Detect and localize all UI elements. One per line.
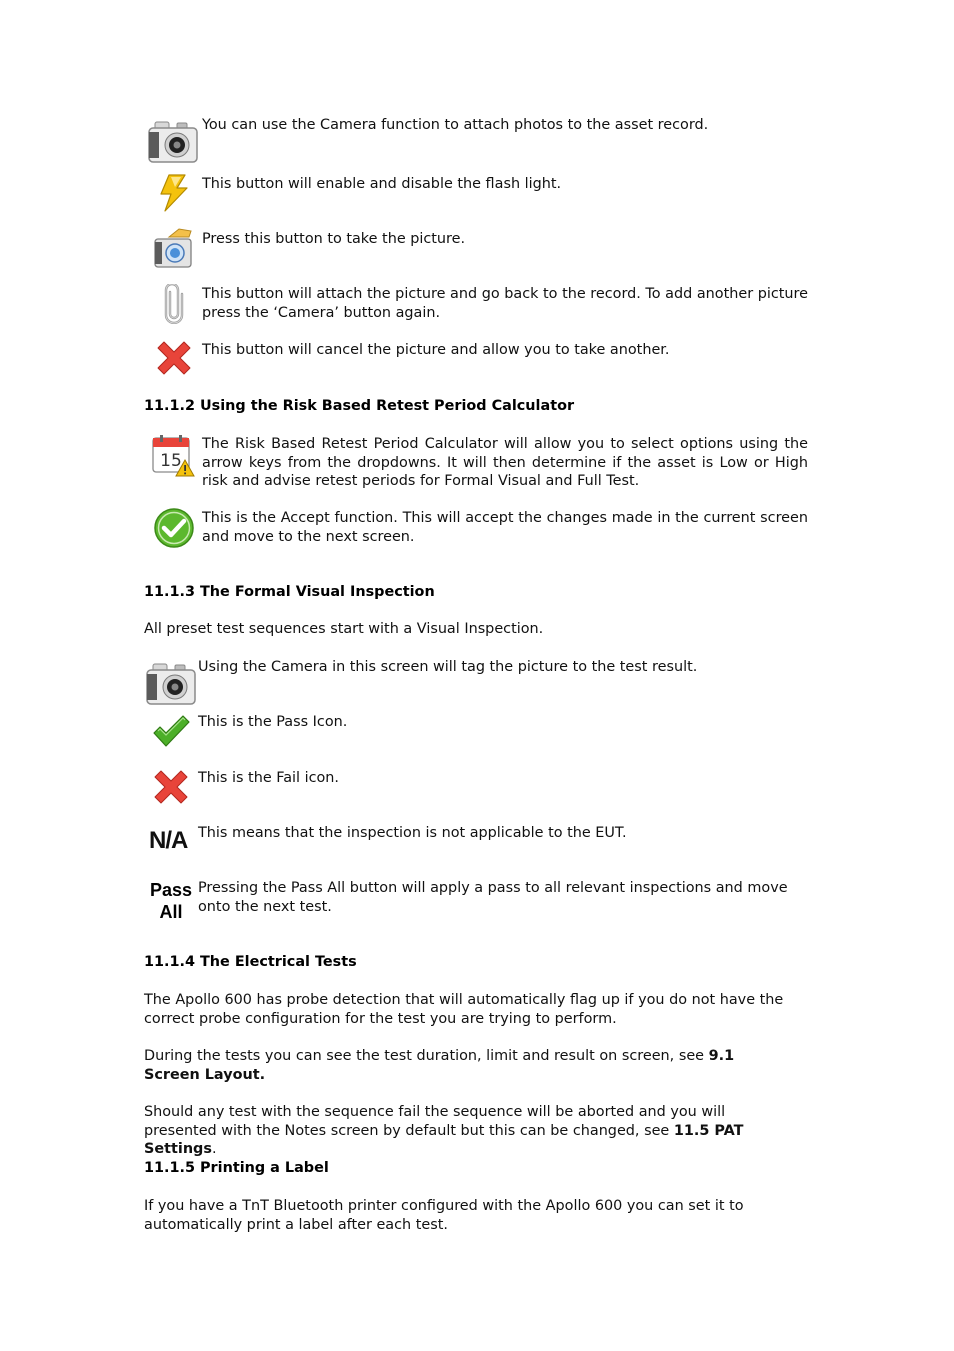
camera-description: You can use the Camera function to attach photos to the asset record. [202,117,709,133]
paperclip-icon[interactable] [162,284,186,324]
na-button[interactable]: N/A [149,827,188,854]
pat-settings-reference[interactable]: 11.5 PAT Settings [144,1122,744,1157]
electrical-para-1: The Apollo 600 has probe detection that will automatically flag up if you do not have the correct probe configuration for the test you are trying to perform. [144,992,784,1027]
camera-icon[interactable] [147,118,199,166]
pass-all-label-line2: All [159,902,183,922]
accept-check-icon[interactable] [153,507,195,549]
pass-check-icon[interactable] [151,713,191,749]
electrical-para-2 [144,1047,794,1084]
cancel-description: This button will cancel the picture and allow you to take another. [202,342,670,358]
fail-description: This is the Fail icon. [198,770,339,786]
calendar-icon-number: 15 [160,451,182,471]
pass-all-description: Pressing the Pass All button will apply a pass to all relevant inspections and move onto the next test. [198,880,788,915]
flash-icon[interactable] [157,173,191,213]
pass-description: This is the Pass Icon. [198,714,348,730]
flash-description: This button will enable and disable the flash light. [202,176,562,192]
electrical-para-3 [144,1103,794,1159]
electrical-para-2-text: During the tests you can see the test duration, limit and result on screen, see [144,1048,709,1064]
attach-description: This button will attach the picture and go back to the record. To add another picture press the ‘Camera’ button again. [202,286,808,321]
cancel-x-icon[interactable] [154,338,194,378]
shutter-description: Press this button to take the picture. [202,231,466,247]
visual-inspection-heading: 11.1.3 The Formal Visual Inspection [144,584,435,600]
fail-x-icon[interactable] [151,767,191,807]
calendar-description: The Risk Based Retest Period Calculator will allow you to select options using the arrow keys from the dropdowns. It will then determine if the asset is Low or High risk and advise retest periods for Formal Visual and Full Test. [202,436,808,489]
pass-all-label-line1: Pass [149,880,193,900]
camera-icon[interactable] [145,660,197,708]
na-description: This means that the inspection is not applicable to the EUT. [198,825,627,841]
pass-all-button[interactable] [146,879,196,923]
screen-layout-reference[interactable]: 9.1 Screen Layout. [144,1048,735,1083]
electrical-para-3-text: Should any test with the sequence fail the sequence will be aborted and you will presented with the Notes screen by default but this can be changed, see [144,1104,726,1139]
visual-camera-description: Using the Camera in this screen will tag the picture to the test result. [198,659,698,675]
visual-inspection-intro: All preset test sequences start with a Visual Inspection. [144,621,544,637]
electrical-para-3-suffix: . [211,1141,217,1157]
accept-description: This is the Accept function. This will accept the changes made in the current screen and move to the next screen. [202,510,808,545]
printing-para-1: If you have a TnT Bluetooth printer configured with the Apollo 600 you can set it to automatically print a label after each test. [144,1198,744,1233]
printing-label-heading: 11.1.5 Printing a Label [144,1160,329,1176]
shutter-camera-icon[interactable] [153,227,195,271]
electrical-tests-heading: 11.1.4 The Electrical Tests [144,954,357,970]
calendar-warning-icon[interactable] [151,434,195,478]
risk-calculator-heading: 11.1.2 Using the Risk Based Retest Period Calculator [144,398,575,414]
